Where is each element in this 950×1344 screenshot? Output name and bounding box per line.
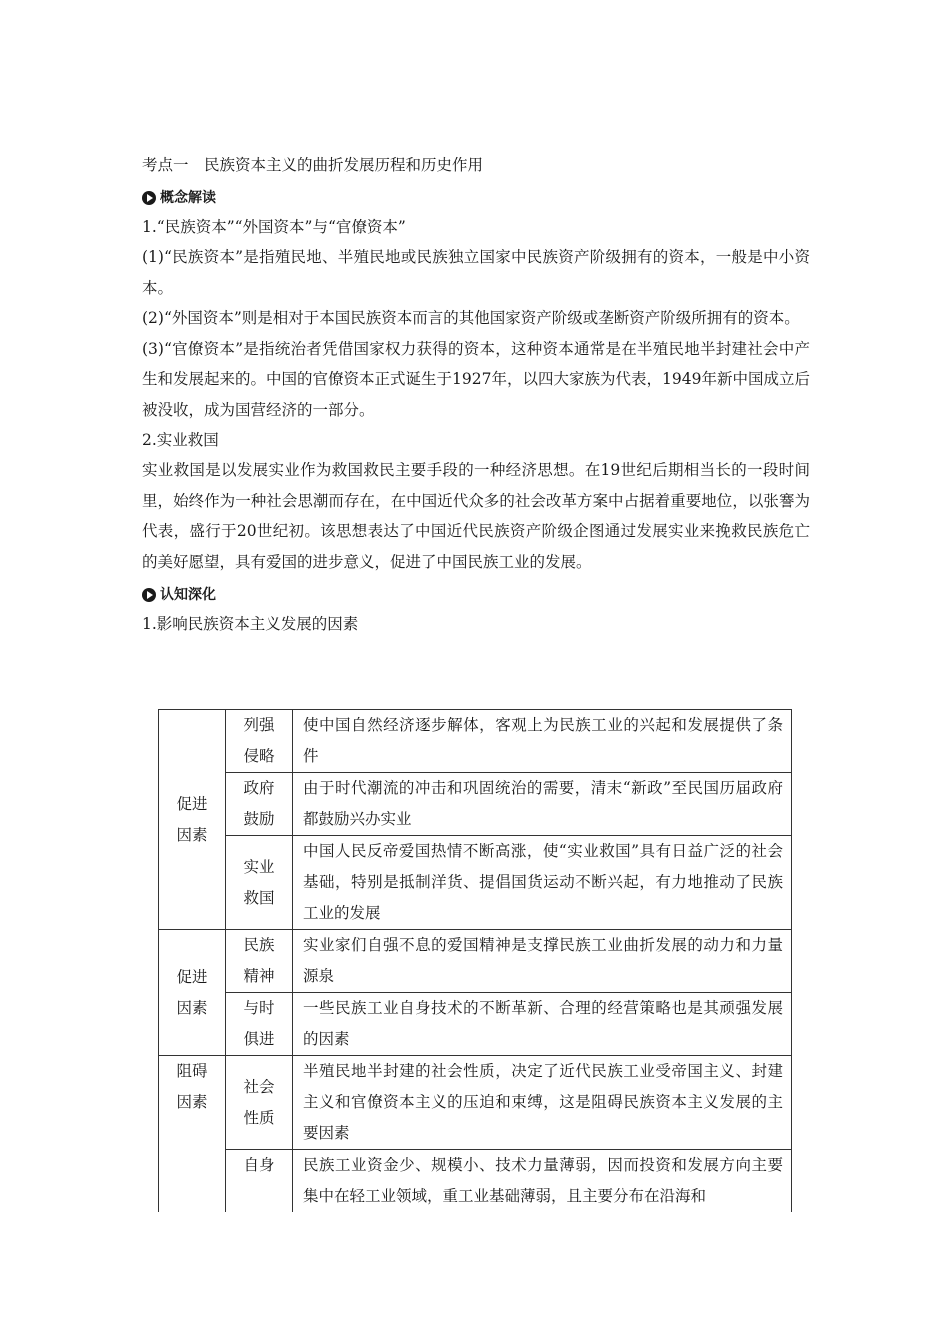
table-row [159, 930, 792, 993]
item-title: 1.影响民族资本主义发展的因素 [142, 615, 359, 633]
factor-name: 与时 俱进 [226, 993, 293, 1056]
factor-desc: 中国人民反帝爱国热情不断高涨，使“实业救国”具有日益广泛的社会基础，特别是抵制洋货、提倡国货运动不断兴起，有力地推动了民族工业的发展 [293, 836, 792, 930]
factor-name: 民族 精神 [226, 930, 293, 993]
table-row [159, 773, 792, 836]
paragraph: (2)“外国资本”则是相对于本国民族资本而言的其他国家资产阶级或垄断资产阶级所拥有的资本。 [142, 309, 800, 327]
factor-desc: 使中国自然经济逐步解体，客观上为民族工业的兴起和发展提供了条件 [293, 710, 792, 773]
group-label: 促进 因素 [159, 710, 226, 930]
page-title: 考点一 民族资本主义的曲折发展历程和历史作用 [142, 156, 484, 174]
factor-desc: 民族工业资金少、规模小、技术力量薄弱，因而投资和发展方向主要集中在轻工业领域，重工业基础薄弱，且主要分布在沿海和 [293, 1150, 792, 1213]
table-row [159, 710, 792, 773]
table-row [159, 1150, 792, 1213]
section-label: 认知深化 [160, 587, 216, 603]
table-row [159, 1056, 792, 1150]
paragraph: (1)“民族资本”是指殖民地、半殖民地或民族独立国家中民族资产阶级拥有的资本，一般是中小资本。 [142, 248, 810, 297]
item-title: 1.“民族资本”“外国资本”与“官僚资本” [142, 218, 406, 236]
factors-table [158, 709, 792, 1212]
factor-desc: 由于时代潮流的冲击和巩固统治的需要，清末“新政”至民国历届政府都鼓励兴办实业 [293, 773, 792, 836]
paragraph: 实业救国是以发展实业作为救国救民主要手段的一种经济思想。在19世纪后期相当长的一段时间里，始终作为一种社会思潮而存在，在中国近代众多的社会改革方案中占据着重要地位，以张謇为代表，盛行于20世纪初。该思想表达了中国近代民族资产阶级企图通过发展实业来挽救民族危亡的美好愿望，具有爱国的进步意义，促进了中国民族工业的发展。 [142, 461, 810, 571]
group-label: 阻碍 因素 [159, 1056, 226, 1213]
section-label: 概念解读 [160, 190, 216, 206]
table-row [159, 836, 792, 930]
item-title: 2.实业救国 [142, 431, 219, 449]
factor-desc: 一些民族工业自身技术的不断革新、合理的经营策略也是其顽强发展的因素 [293, 993, 792, 1056]
factor-name: 列强 侵略 [226, 710, 293, 773]
factor-name: 政府 鼓励 [226, 773, 293, 836]
factor-name: 社会 性质 [226, 1056, 293, 1150]
factor-desc: 实业家们自强不息的爱国精神是支撑民族工业曲折发展的动力和力量源泉 [293, 930, 792, 993]
paragraph: (3)“官僚资本”是指统治者凭借国家权力获得的资本，这种资本通常是在半殖民地半封建社会中产生和发展起来的。中国的官僚资本正式诞生于1927年，以四大家族为代表，1949年新中国成立后被没收，成为国营经济的一部分。 [142, 339, 810, 419]
factor-name: 自身 [226, 1150, 293, 1213]
table-row [159, 993, 792, 1056]
factor-name: 实业 救国 [226, 836, 293, 930]
factor-desc: 半殖民地半封建的社会性质，决定了近代民族工业受帝国主义、封建主义和官僚资本主义的压迫和束缚，这是阻碍民族资本主义发展的主要因素 [293, 1056, 792, 1150]
group-label: 促进 因素 [159, 930, 226, 1056]
